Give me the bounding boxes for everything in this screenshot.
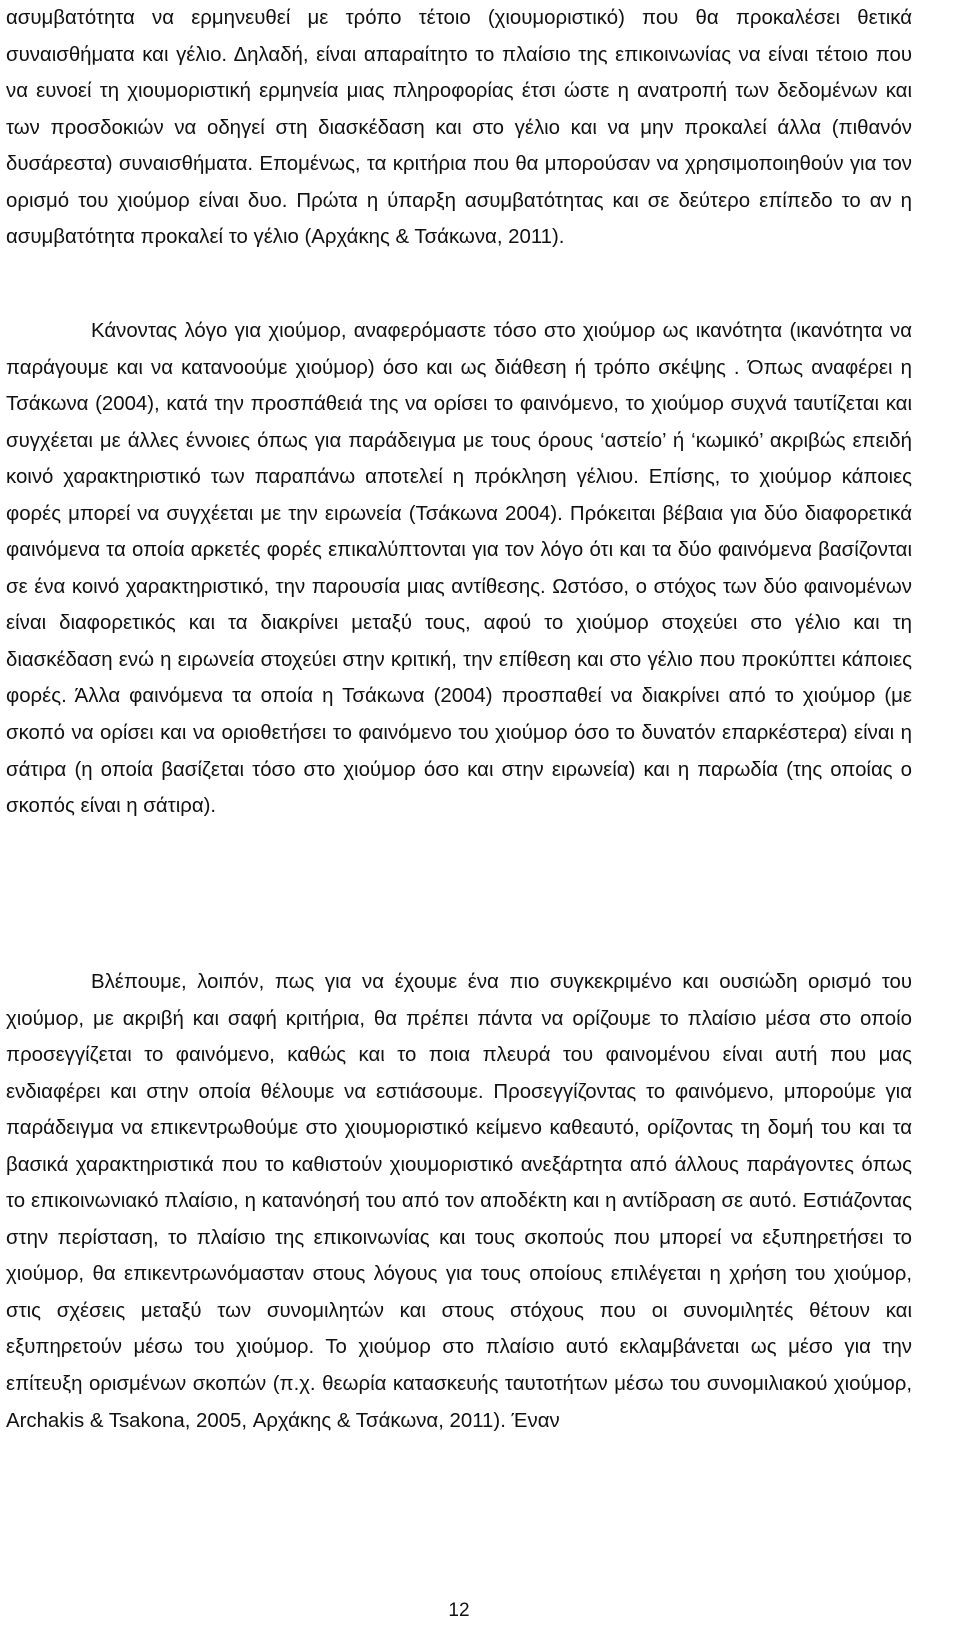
paragraph-humor-approach: Βλέπουμε, λοιπόν, πως για να έχουμε ένα πιο συγκεκριμένο και ουσιώδη ορισμό του χιούμορ, με ακριβή και σαφή κριτήρια, θα πρέπει πάντα να ορίζουμε το πλαίσιο μέσα στο οποίο προσεγγίζεται το φαινόμενο, καθώς και το ποια πλευρά του φαινομένου είναι αυτή που μας ενδιαφέρει και στην οποία θέλουμε να εστιάσουμε. Προσεγγίζοντας το φαινόμενο, μπορούμε για παράδειγμα να επικεντρωθούμε στο χιουμοριστικό κείμενο καθεαυτό, ορίζοντας τη δομή του και τα βασικά χαρακτηριστικά που το καθιστούν χιουμοριστικό ανεξάρτητα από άλλους παράγοντες όπως το επικοινωνιακό πλαίσιο, η κατανόησή του από τον αποδέκτη και η αντίδραση σε αυτό. Εστιάζοντας στην περίσταση, το πλαίσιο της επικοινωνίας και τους σκοπούς που μπορεί να εξυπηρετήσει το χιούμορ, θα επικεντρωνόμασταν στους λόγους για τους οποίους επιλέγεται η χρήση του χιούμορ, στις σχέσεις μεταξύ των συνομιλητών και στους στόχους που οι συνομιλητές θέτουν και εξυπηρετούν μέσω του χιούμορ. Το χιούμορ στο πλαίσιο αυτό εκλαμβάνεται ως μέσο για την επίτευξη ορισμένων σκοπών (π.χ. θεωρία κατασκευής ταυτοτήτων μέσω του συνομιλιακού χιούμορ, Archakis & Tsakona, 2005, Αρχάκης & Τσάκωνα, 2011). Έναν [6, 971, 912, 1432]
paragraph-humor-definition: Κάνοντας λόγο για χιούμορ, αναφερόμαστε τόσο στο χιούμορ ως ικανότητα (ικανότητα να παράγουμε και να κατανοούμε χιούμορ) όσο και ως διάθεση ή τρόπο σκέψης . Όπως αναφέρει η Τσάκωνα (2004), κατά την προσπάθειά της να ορίσει το φαινόμενο, το χιούμορ συχνά ταυτίζεται και συγχέεται με άλλες έννοιες όπως για παράδειγμα με τους όρους ‘αστείο’ ή ‘κωμικό’ ακριβώς επειδή κοινό χαρακτηριστικό των παραπάνω αποτελεί η πρόκληση γέλιου. Επίσης, το χιούμορ κάποιες φορές μπορεί να συγχέεται με την ειρωνεία (Τσάκωνα 2004). Πρόκειται βέβαια για δύο διαφορετικά φαινόμενα τα οποία αρκετές φορές επικαλύπτονται για τον λόγο ότι και τα δύο φαινόμενα βασίζονται σε ένα κοινό χαρακτηριστικό, την παρουσία μιας αντίθεσης. Ωστόσο, ο στόχος των δύο φαινομένων είναι διαφορετικός και τα διακρίνει μεταξύ τους, αφού το χιούμορ στοχεύει στο γέλιο και τη διασκέδαση ενώ η ειρωνεία στοχεύει στην κριτική, την επίθεση και στο γέλιο που προκύπτει κάποιες φορές. Άλλα φαινόμενα τα οποία η Τσάκωνα (2004) προσπαθεί να διακρίνει από το χιούμορ (με σκοπό να ορίσει και να οριοθετήσει το φαινόμενο του χιούμορ όσο το δυνατόν επαρκέστερα) είναι η σάτιρα (η οποία βασίζεται τόσο στο χιούμορ όσο και στην ειρωνεία) και η παρωδία (της οποίας ο σκοπός είναι η σάτιρα). [6, 320, 912, 818]
page-number: 12 [448, 1600, 470, 1621]
paragraph-continuation: ασυμβατότητα να ερμηνευθεί με τρόπο τέτοιο (χιουμοριστικό) που θα προκαλέσει θετικά συναισθήματα και γέλιο. Δηλαδή, είναι απαραίτητο το πλαίσιο της επικοινωνίας να είναι τέτοιο που να ευνοεί τη χιουμοριστική ερμηνεία μιας πληροφορίας έτσι ώστε η ανατροπή των δεδομένων και των προσδοκιών να οδηγεί στη διασκέδαση και στο γέλιο και να μην προκαλεί άλλα (πιθανόν δυσάρεστα) συναισθήματα. Επομένως, τα κριτήρια που θα μπορούσαν να χρησιμοποιηθούν για τον ορισμό του χιούμορ είναι δυο. Πρώτα η ύπαρξη ασυμβατότητας και σε δεύτερο επίπεδο το αν η ασυμβατότητα προκαλεί το γέλιο (Αρχάκης & Τσάκωνα, 2011). [6, 7, 912, 249]
